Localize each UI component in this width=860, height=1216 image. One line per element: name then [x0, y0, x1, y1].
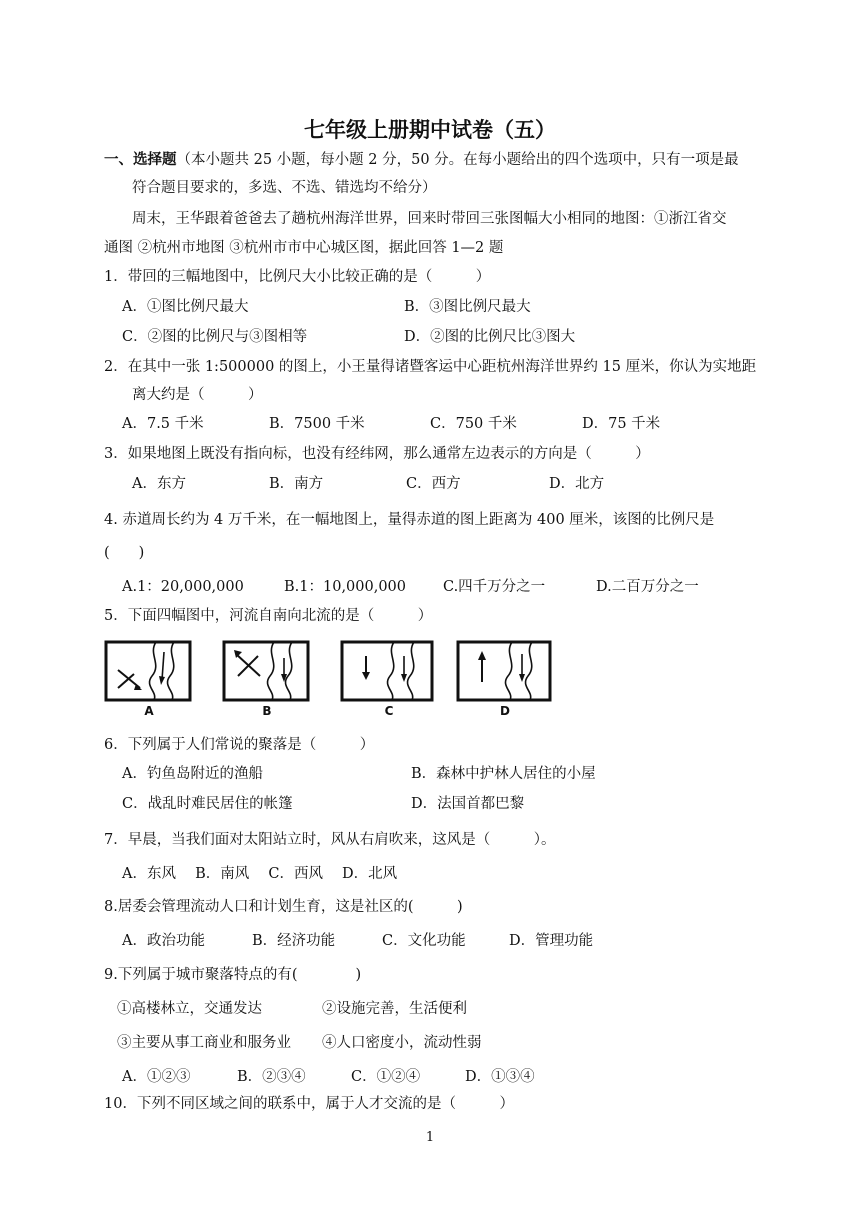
question-2-stem-continued: 离大约是（ ）: [132, 387, 263, 403]
figure-label-c: C: [384, 704, 394, 718]
question-8-option-b: B．经济功能: [252, 933, 336, 949]
question-4-option-c: C.四千万分之一: [443, 579, 546, 595]
river-figure-d-drawing: [456, 640, 554, 704]
question-8-option-d: D．管理功能: [509, 933, 594, 949]
river-figure-c: [340, 640, 436, 718]
question-6-option-c: C．战乱时难民居住的帐篷: [122, 796, 293, 812]
question-4-option-d: D.二百万分之一: [596, 579, 699, 595]
question-4-option-a: A.1：20,000,000: [122, 579, 244, 595]
figure-label-b: B: [262, 704, 272, 718]
question-7-options: A．东风 B．南风 C．西风 D．北风: [122, 866, 398, 882]
question-1-option-c: C．②图的比例尺与③图相等: [122, 329, 308, 345]
question-2-option-a: A．7.5 千米: [122, 416, 204, 432]
question-3-stem: 3．如果地图上既没有指向标，也没有经纬网，那么通常左边表示的方向是（ ）: [104, 446, 650, 462]
question-4-stem: 4. 赤道周长约为 4 万千米，在一幅地图上，量得赤道的图上距离为 400 厘米，该图的比例尺是: [104, 512, 715, 528]
question-8-option-a: A．政治功能: [122, 933, 205, 949]
question-3-option-a: A．东方: [132, 476, 186, 492]
section-note-continued: 符合题目要求的，多选、不选、错选均不给分）: [132, 180, 437, 196]
page-title: 七年级上册期中试卷（五）: [304, 118, 556, 142]
question-1-option-b: B．③图比例尺最大: [404, 299, 531, 315]
question-3-option-c: C．西方: [406, 476, 461, 492]
question-8-stem: 8.居委会管理流动人口和计划生育，这是社区的( ): [104, 899, 463, 915]
question-9-stem: 9.下列属于城市聚落特点的有( ): [104, 967, 362, 983]
river-figure-b: [222, 640, 312, 718]
question-9-option-b: B．②③④: [237, 1069, 306, 1085]
question-9-item-2: ②设施完善，生活便利: [322, 1001, 467, 1017]
question-7-stem: 7．早晨，当我们面对太阳站立时，风从右肩吹来，这风是（ ）。: [104, 832, 556, 848]
figure-label-d: D: [500, 704, 510, 718]
question-3-option-b: B．南方: [269, 476, 324, 492]
question-4-stem-continued: ( ): [104, 545, 145, 561]
question-8-option-c: C．文化功能: [382, 933, 466, 949]
question-9-item-3: ③主要从事工商业和服务业: [117, 1035, 291, 1051]
question-2-option-c: C．750 千米: [430, 416, 517, 432]
section-note: （本小题共 25 小题，每小题 2 分，50 分。在每小题给出的四个选项中，只有一项是最: [176, 152, 739, 168]
section-heading: 一、选择题: [104, 151, 177, 168]
river-figure-c-drawing: [340, 640, 436, 704]
question-6-stem: 6．下列属于人们常说的聚落是（ ）: [104, 737, 375, 753]
intro-line-1: 周末，王华跟着爸爸去了趟杭州海洋世界，回来时带回三张图幅大小相同的地图：①浙江省交: [132, 211, 727, 227]
question-5-stem: 5．下面四幅图中，河流自南向北流的是（ ）: [104, 608, 433, 624]
figure-label-a: A: [144, 704, 154, 718]
question-1-option-d: D．②图的比例尺比③图大: [404, 329, 576, 345]
question-1-stem: 1．带回的三幅地图中，比例尺大小比较正确的是（ ）: [104, 269, 491, 285]
question-1-option-a: A．①图比例尺最大: [122, 299, 249, 315]
intro-line-2: 通图 ②杭州市地图 ③杭州市市中心城区图，据此回答 1—2 题: [104, 240, 504, 256]
river-figures: [104, 640, 564, 722]
question-9-item-4: ④人口密度小，流动性弱: [322, 1035, 482, 1051]
question-9-item-1: ①高楼林立，交通发达: [117, 1001, 262, 1017]
question-4-option-b: B.1：10,000,000: [284, 579, 407, 595]
river-figure-d: [456, 640, 554, 718]
section-heading-line: [104, 150, 739, 170]
question-9-option-c: C．①②④: [351, 1069, 421, 1085]
question-6-option-b: B．森林中护林人居住的小屋: [411, 766, 596, 782]
question-2-option-d: D．75 千米: [582, 416, 661, 432]
question-9-option-d: D．①③④: [465, 1069, 535, 1085]
river-figure-b-drawing: [222, 640, 312, 704]
page-number: 1: [425, 1130, 435, 1145]
question-2-stem: 2．在其中一张 1:500000 的图上，小王量得诸暨客运中心距杭州海洋世界约 15 厘米，你认为实地距: [104, 359, 757, 375]
question-6-option-a: A．钓鱼岛附近的渔船: [122, 766, 263, 782]
question-6-option-d: D．法国首都巴黎: [411, 796, 525, 812]
river-figure-a: [104, 640, 194, 718]
question-9-option-a: A．①②③: [122, 1069, 191, 1085]
river-figure-a-drawing: [104, 640, 194, 704]
question-3-option-d: D．北方: [549, 476, 605, 492]
question-10-stem: 10．下列不同区域之间的联系中，属于人才交流的是（ ）: [104, 1096, 514, 1112]
question-2-option-b: B．7500 千米: [269, 416, 365, 432]
